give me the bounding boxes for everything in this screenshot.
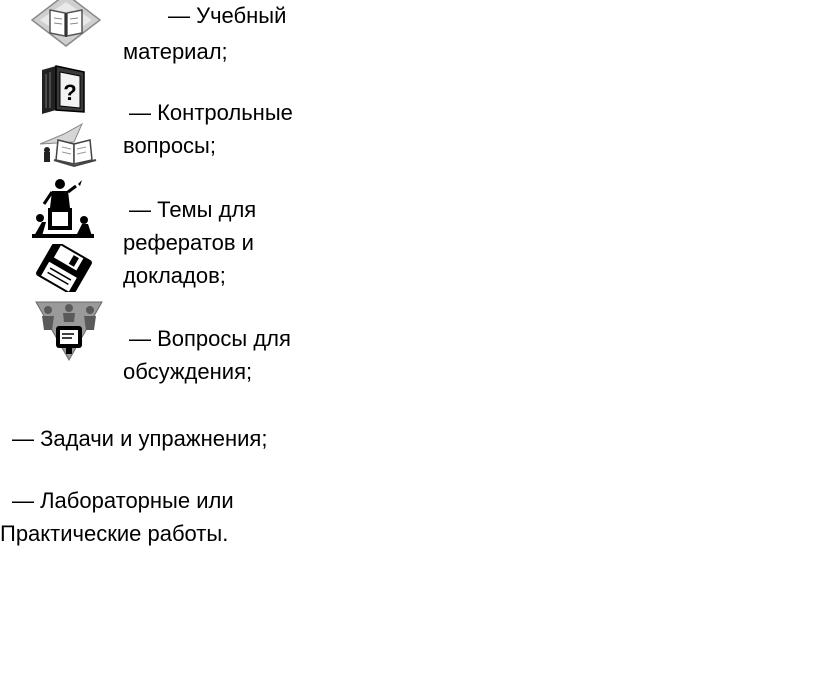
item-tasks-exercises-line1: — Задачи и упражнения; [12, 426, 268, 451]
svg-text:?: ? [63, 80, 77, 105]
item-discussion-questions-line2: обсуждения; [123, 359, 253, 384]
item-lab-works-line2: Практические работы. [0, 521, 229, 546]
item-textbook-line2: материал; [123, 39, 228, 64]
lecturer-at-podium-icon [32, 178, 94, 238]
people-at-screen-icon [34, 300, 104, 362]
item-control-questions-line1: — Контрольные [129, 100, 293, 125]
item-control-questions-line2: вопросы; [123, 133, 216, 158]
item-discussion-questions-line1: — Вопросы для [129, 326, 291, 351]
item-report-topics-line3: докладов; [123, 263, 226, 288]
item-report-topics-line1: — Темы для [129, 197, 257, 222]
floppy-disk-icon [32, 244, 96, 292]
open-book-diamond-icon [30, 0, 102, 50]
question-book-icon [36, 64, 88, 114]
item-textbook-line1: — Учебный [168, 3, 287, 28]
item-lab-works-line1: — Лабораторные или [12, 488, 234, 513]
book-with-pen-icon [34, 122, 106, 170]
item-report-topics-line2: рефератов и [123, 230, 254, 255]
